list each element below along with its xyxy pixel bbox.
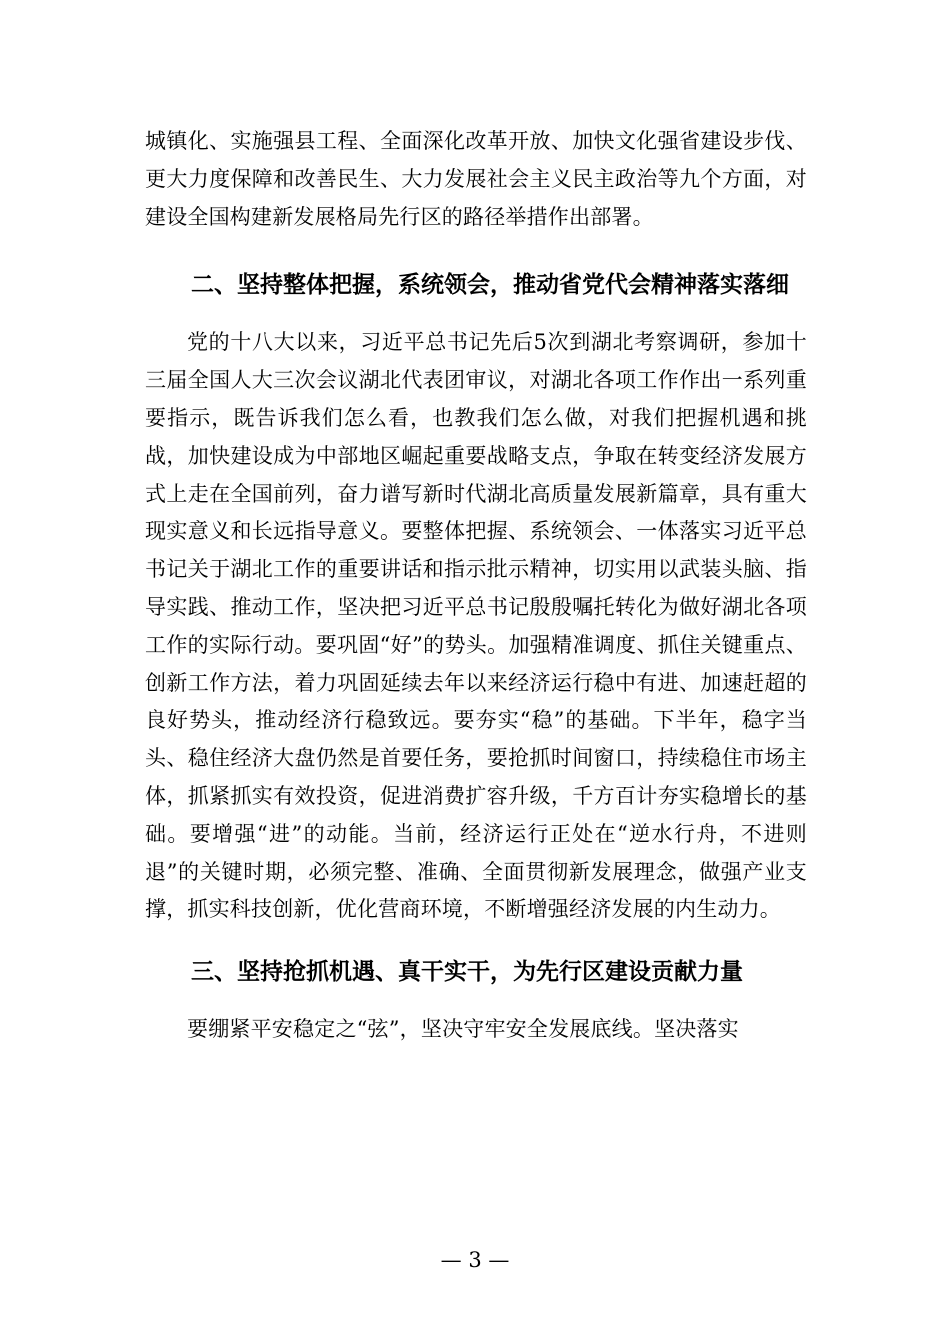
body-paragraph: 要绷紧平安稳定之“弦”，坚决守牢安全发展底线。坚决落实 — [187, 1017, 739, 1042]
section-heading: 三、坚持抢抓机遇、真干实干，为先行区建设贡献力量 — [191, 959, 743, 986]
document-body — [145, 123, 807, 1049]
body-paragraph: 城镇化、实施强县工程、全面深化改革开放、加快文化强省建设步伐、更大力度保障和改善民生、大力发展社会主义民主政治等九个方面，对建设全国构建新发展格局先行区的路径举措作出部署。 — [145, 129, 807, 229]
section-heading: 二、坚持整体把握，系统领会，推动省党代会精神落实落细 — [191, 272, 789, 299]
page-number: — 3 — — [440, 1248, 510, 1272]
body-paragraph: 党的十八大以来，习近平总书记先后5次到湖北考察调研，参加十三届全国人大三次会议湖北代表团审议，对湖北各项工作作出一系列重要指示，既告诉我们怎么看，也教我们怎么做，对我们把握机遇和挑战，加快建设成为中部地区崛起重要战略支点，争取在转变经济发展方式上走在全国前列，奋力谱写新时代湖北高质量发展新篇章，具有重大现实意义和长远指导意义。要整体把握、系统领会、一体落实习近平总书记关于湖北工作的重要讲话和指示批示精神，切实用以武装头脑、指导实践、推动工作，坚决把习近平总书记殷殷嘱托转化为做好湖北各项工作的实际行动。要巩固“好”的势头。加强精准调度、抓住关键重点、创新工作方法，着力巩固延续去年以来经济运行稳中有进、加速赶超的良好势头，推动经济行稳致远。要夯实“稳”的基础。下半年，稳字当头、稳住经济大盘仍然是首要任务，要抢抓时间窗口，持续稳住市场主体，抓紧抓实有效投资，促进消费扩容升级，千方百计夯实稳增长的基础。要增强“进”的动能。当前，经济运行正处在“逆水行舟，不进则退”的关键时期，必须完整、准确、全面贯彻新发展理念，做强产业支撑，抓实科技创新，优化营商环境，不断增强经济发展的内生动力。 — [145, 330, 807, 922]
